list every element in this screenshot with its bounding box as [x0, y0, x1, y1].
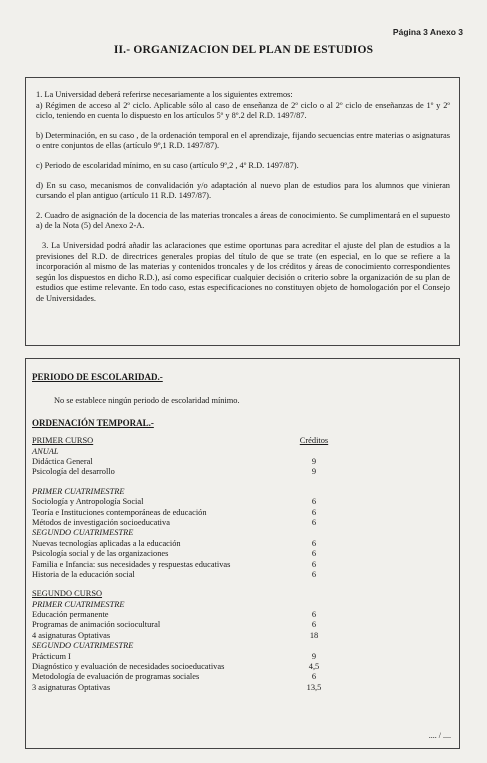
- subject-row-name: Nuevas tecnologías aplicadas a la educación: [32, 538, 181, 548]
- period-label: [32, 600, 451, 610]
- subject-row: [32, 683, 451, 693]
- subject-row: [32, 631, 451, 641]
- subject-row: [32, 672, 451, 682]
- subject-row: [32, 620, 451, 630]
- period-label-credits: [292, 528, 336, 538]
- escolaridad-note: No se establece ningún periodo de escolaridad mínimo.: [54, 396, 240, 406]
- subject-row-name: Educación permanente: [32, 610, 109, 620]
- period-label-name: PRIMER CUATRIMESTRE: [32, 486, 125, 496]
- course-schedule: [32, 436, 451, 693]
- subject-row: [32, 610, 451, 620]
- subject-row: [32, 539, 451, 549]
- period-label: [32, 528, 451, 538]
- subject-row-name: Psicología social y de las organizaciones: [32, 549, 169, 559]
- instruction-paragraph: 1. La Universidad deberá referirse necesariamente a los siguientes extremos:: [36, 90, 293, 99]
- subject-row-credits: 9: [311, 457, 317, 466]
- subject-row-name: 4 asignaturas Optativas: [32, 630, 111, 640]
- page-label: Página 3 Anexo 3: [392, 27, 463, 37]
- period-label-credits: [292, 447, 336, 457]
- period-label: [32, 641, 451, 651]
- subject-row-credits: 6: [311, 507, 317, 517]
- subject-row-credits: 6: [311, 497, 317, 507]
- subject-row: [32, 457, 451, 467]
- period-label-credits: [292, 641, 336, 651]
- subject-row-credits: 18: [309, 630, 319, 640]
- schedule-box: [25, 358, 460, 749]
- period-label-name: ANUAL: [32, 446, 59, 456]
- course-heading-name: PRIMER CURSO: [32, 436, 94, 446]
- course-heading-credits: [292, 589, 336, 599]
- subject-row-name: Didáctica General: [32, 457, 93, 466]
- instruction-paragraph: 3. La Universidad podrá añadir las aclaraciones que estime oportunas para acreditar el ajuste del plan de estudios a la previsiones del R.D. de directrices generales propias del título de que se trate (en especial, en lo que se refiere a la incorporación al mismo de las materias y contenidos troncales y de los créditos y áreas de conocimiento correspondientes según los dispuestos en dicho R.D.), así como especificar cualquier decisión o criterio sobre la organización de su plan de estudios que estime relevante. En todo caso, estas especificaciones no constituyen objeto de homologación por el Consejo de Universidades.: [36, 240, 450, 303]
- subject-row: [32, 549, 451, 559]
- continuation-mark: .... / ....: [428, 730, 451, 740]
- subject-row-credits: 6: [311, 517, 317, 527]
- subject-row-credits: 6: [311, 672, 317, 682]
- instructions-box: [25, 77, 460, 346]
- course-heading: [32, 436, 451, 446]
- ordenacion-heading: ORDENACIÓN TEMPORAL.-: [32, 417, 154, 428]
- subject-row-name: Prácticum I: [32, 651, 71, 661]
- subject-row: [32, 467, 451, 477]
- instruction-paragraph: b) Determinación, en su caso , de la ordenación temporal en el aprendizaje, fijando secuencias entre materias o asignaturas o entre conjuntos de ellas (artículo 9º,1 R.D. 1497/87).: [36, 130, 450, 151]
- subject-row: [32, 497, 451, 507]
- period-label-credits: [292, 487, 336, 497]
- subject-row-name: Métodos de investigación socioeducativa: [32, 517, 170, 527]
- subject-row-credits: 6: [311, 538, 317, 548]
- subject-row-name: Programas de animación sociocultural: [32, 620, 161, 630]
- document-title: II.- ORGANIZACION DEL PLAN DE ESTUDIOS: [113, 44, 374, 56]
- subject-row-credits: 4,5: [308, 662, 320, 672]
- instruction-paragraph: 2. Cuadro de asignación de la docencia de las materias troncales a áreas de conocimiento. Se cumplimentará en el supuesto a) de la Nota (5) del Anexo 2-A.: [36, 210, 450, 231]
- period-label-name: PRIMER CUATRIMESTRE: [32, 599, 125, 609]
- instruction-paragraph: c) Periodo de escolaridad mínimo, en su caso (artículo 9º,2 , 4º R.D. 1497/87).: [36, 160, 299, 170]
- subject-row-credits: 6: [311, 549, 317, 559]
- period-label: [32, 447, 451, 457]
- course-heading-name: SEGUNDO CURSO: [32, 589, 103, 599]
- period-label-credits: [292, 600, 336, 610]
- subject-row-name: Historia de la educación social: [32, 569, 135, 579]
- subject-row-name: Psicología del desarrollo: [32, 467, 115, 477]
- subject-row-name: Metodología de evaluación de programas sociales: [32, 672, 200, 682]
- period-label: [32, 487, 451, 497]
- period-label-name: SEGUNDO CUATRIMESTRE: [32, 528, 134, 538]
- subject-row: [32, 508, 451, 518]
- period-label-name: SEGUNDO CUATRIMESTRE: [32, 641, 134, 651]
- escolaridad-heading: PERIODO DE ESCOLARIDAD.-: [32, 372, 163, 382]
- instruction-paragraph: a) Régimen de acceso al 2º ciclo. Aplicable sólo al caso de enseñanza de 2º ciclo o al 2º ciclo de enseñanzas de 1º y 2º ciclo, teniendo en cuenta lo dispuesto en los artículos 5º y 8º.2 del R.D. 1497/87.: [36, 100, 450, 121]
- subject-row-credits: 13,5: [306, 682, 322, 692]
- subject-row: [32, 518, 451, 528]
- subject-row-name: Sociología y Antropología Social: [32, 497, 144, 507]
- subject-row: [32, 560, 451, 570]
- subject-row: [32, 652, 451, 662]
- subject-row-name: 3 asignaturas Optativas: [32, 682, 111, 692]
- subject-row-credits: 6: [311, 559, 317, 569]
- subject-row-credits: 6: [311, 620, 317, 630]
- subject-row-credits: 6: [311, 569, 317, 579]
- subject-row-credits: 6: [311, 610, 317, 620]
- subject-row: [32, 662, 451, 672]
- course-heading: [32, 589, 451, 599]
- course-heading-credits: Créditos: [299, 436, 329, 446]
- subject-row-name: Familia e Infancia: sus necesidades y respuestas educativas: [32, 559, 231, 569]
- subject-row-name: Diagnóstico y evaluación de necesidades socioeducativas: [32, 662, 225, 672]
- subject-row-credits: 9: [311, 651, 317, 661]
- instruction-paragraph: d) En su caso, mecanismos de convalidación y/o adaptación al nuevo plan de estudios para los alumnos que vinieran cursando el plan antiguo (artículo 11 R.D. 1497/87).: [36, 180, 450, 201]
- subject-row: [32, 570, 451, 580]
- subject-row-credits: 9: [311, 467, 317, 477]
- subject-row-name: Teoría e Instituciones contemporáneas de educación: [32, 507, 207, 517]
